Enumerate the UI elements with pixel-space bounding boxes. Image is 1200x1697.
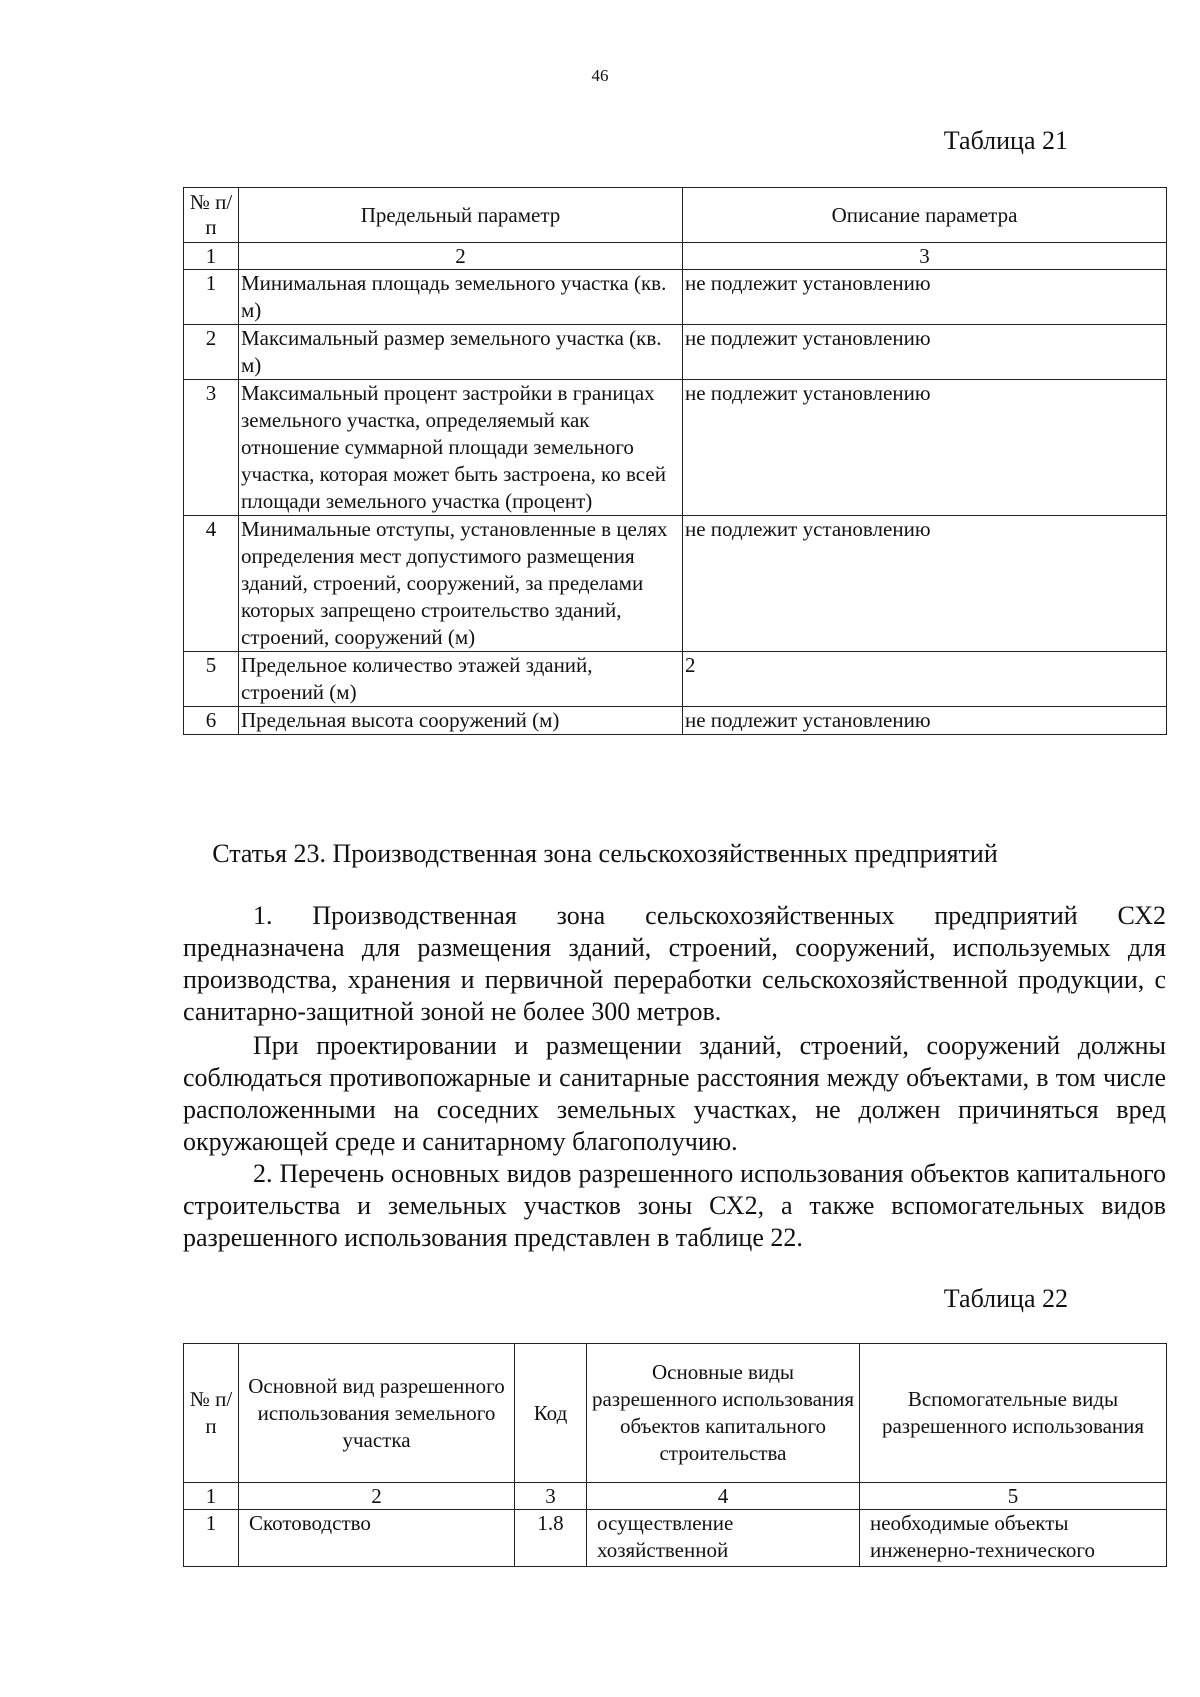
- header-cell: № п/п: [184, 1344, 239, 1483]
- column-number: 4: [587, 1483, 860, 1510]
- header-cell: Описание параметра: [683, 188, 1167, 243]
- row-number: 5: [184, 652, 239, 707]
- header-cell: Код: [515, 1344, 587, 1483]
- description-cell: не подлежит установлению: [683, 516, 1167, 652]
- row-number: 4: [184, 516, 239, 652]
- table-22: [183, 1343, 1167, 1567]
- parameter-cell: Максимальный процент застройки в границах земельного участка, определяемый как отношение суммарной площади земельного участка, которая может быть застроена, ко всей площади земельного участка (процент): [239, 380, 683, 516]
- parameter-cell: Предельное количество этажей зданий, строений (м): [239, 652, 683, 707]
- table-header-row: [184, 188, 1167, 243]
- description-cell: не подлежит установлению: [683, 707, 1167, 735]
- parameter-cell: Максимальный размер земельного участка (кв. м): [239, 325, 683, 380]
- main-use-cell: осуществление хозяйственной: [587, 1510, 860, 1567]
- column-number: 3: [515, 1483, 587, 1510]
- column-number-row: [184, 1483, 1167, 1510]
- row-number: 2: [184, 325, 239, 380]
- description-cell: 2: [683, 652, 1167, 707]
- column-number: 2: [239, 1483, 515, 1510]
- column-number: 2: [239, 243, 683, 270]
- row-number: 1: [184, 1510, 239, 1567]
- paragraph: 1. Производственная зона сельскохозяйственных предприятий СХ2 предназначена для размещения зданий, строений, сооружений, используемых для производства, хранения и первичной переработки сельскохозяйственной продукции, с санитарно-защитной зоной не более 300 метров.: [183, 901, 1166, 1026]
- code-cell: 1.8: [515, 1510, 587, 1567]
- column-number: 3: [683, 243, 1167, 270]
- use-type-cell: Скотоводство: [239, 1510, 515, 1567]
- header-cell: Предельный параметр: [239, 188, 683, 243]
- table-22-caption: Таблица 22: [943, 1284, 1068, 1313]
- row-number: 1: [184, 270, 239, 325]
- table-row: [184, 325, 1167, 380]
- column-number: 1: [184, 243, 239, 270]
- header-cell: Основные виды разрешенного использования объектов капитального строительства: [587, 1344, 860, 1483]
- table-21-caption: Таблица 21: [943, 126, 1068, 155]
- header-cell: № п/п: [184, 188, 239, 243]
- parameter-cell: Минимальные отступы, установленные в целях определения мест допустимого размещения зданий, строений, сооружений, за пределами которых запрещено строительство зданий, строений, сооружений (м): [239, 516, 683, 652]
- table-row: [184, 516, 1167, 652]
- row-number: 3: [184, 380, 239, 516]
- paragraph: При проектировании и размещении зданий, строений, сооружений должны соблюдаться противопожарные и санитарные расстояния между объектами, в том числе расположенными на соседних земельных участках, не должен причиняться вред окружающей среде и санитарному благополучию.: [183, 1031, 1166, 1156]
- parameter-cell: Предельная высота сооружений (м): [239, 707, 683, 735]
- table-row: [184, 707, 1167, 735]
- table-row: [184, 1510, 1167, 1567]
- header-cell: Вспомогательные виды разрешенного использования: [860, 1344, 1167, 1483]
- description-cell: не подлежит установлению: [683, 270, 1167, 325]
- header-cell: Основной вид разрешенного использования земельного участка: [239, 1344, 515, 1483]
- column-number-row: [184, 243, 1167, 270]
- parameter-cell: Минимальная площадь земельного участка (кв. м): [239, 270, 683, 325]
- article-heading: Статья 23. Производственная зона сельскохозяйственных предприятий: [212, 839, 998, 868]
- table-row: [184, 652, 1167, 707]
- page-number: 46: [591, 66, 609, 85]
- row-number: 6: [184, 707, 239, 735]
- column-number: 1: [184, 1483, 239, 1510]
- table-row: [184, 380, 1167, 516]
- description-cell: не подлежит установлению: [683, 325, 1167, 380]
- column-number: 5: [860, 1483, 1167, 1510]
- paragraph: 2. Перечень основных видов разрешенного использования объектов капитального строительства и земельных участков зоны СХ2, а также вспомогательных видов разрешенного использования представлен в таблице 22.: [183, 1159, 1166, 1252]
- auxiliary-use-cell: необходимые объекты инженерно-технического: [860, 1510, 1167, 1567]
- table-header-row: [184, 1344, 1167, 1483]
- table-row: [184, 270, 1167, 325]
- description-cell: не подлежит установлению: [683, 380, 1167, 516]
- table-21: [183, 187, 1167, 735]
